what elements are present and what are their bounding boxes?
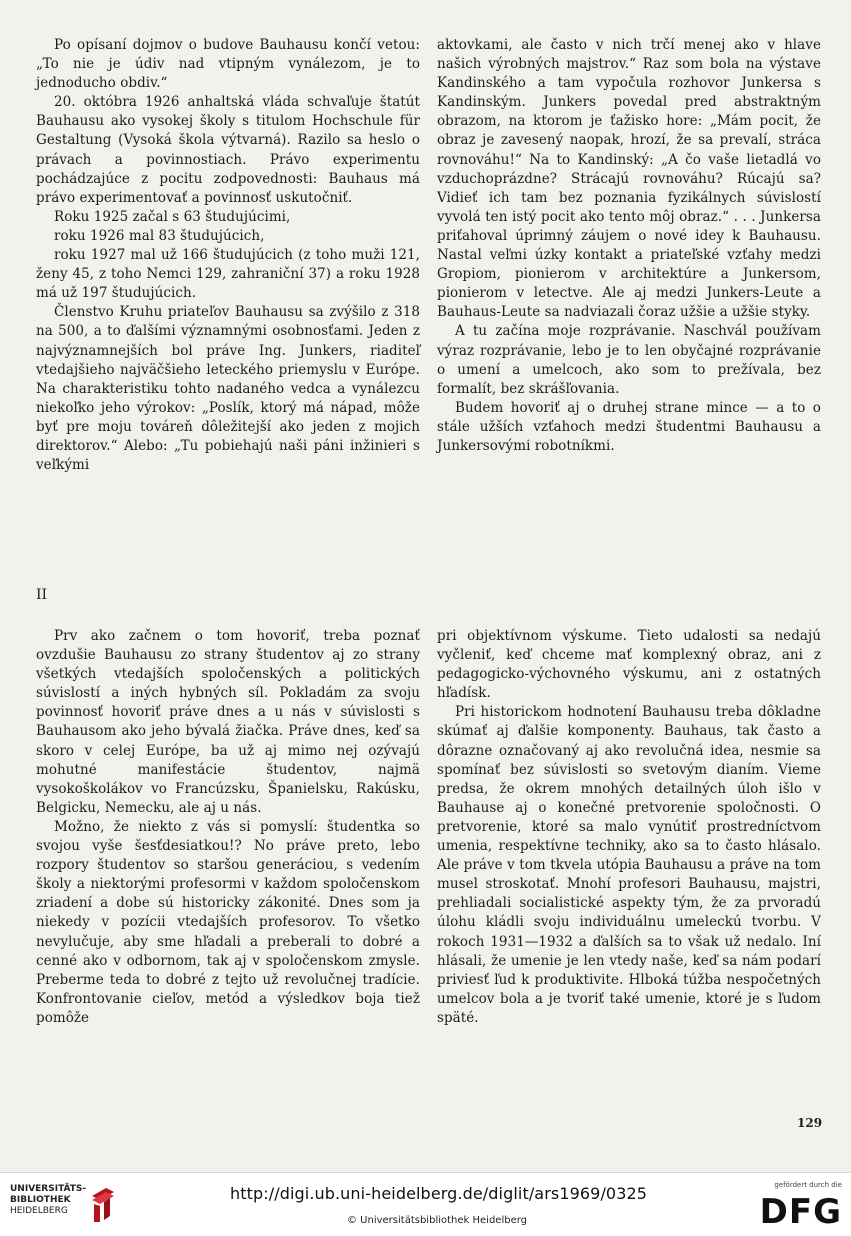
paragraph: Roku 1925 začal s 63 študujúcimi, xyxy=(54,208,291,225)
library-name: UNIVERSITÄTS- BIBLIOTHEK HEIDELBERG xyxy=(10,1184,87,1216)
viewer-footer xyxy=(0,1172,851,1236)
dfg-logo-text: DFG xyxy=(759,1192,842,1232)
library-logo[interactable] xyxy=(10,1184,122,1228)
section-numeral: II xyxy=(36,587,48,603)
paragraph: roku 1926 mal 83 študujúcich, xyxy=(54,227,265,244)
column-bottom-right xyxy=(437,627,821,1028)
column-top-left xyxy=(36,36,420,475)
copyright-notice: © Universitätsbibliothek Heidelberg xyxy=(347,1215,528,1226)
paragraph: Prv ako začnem o tom hovoriť, treba poznať ovzdušie Bauhausu zo strany študentov aj zo strany všetkých vtedajších spoločenských a politických súvislostí a iných hybných síl. Pokladám za svoju povinnosť hovoriť práve dnes a u nás v súvislosti s Bauhausom ako jeho bývalá žiačka. Práve dnes, keď sa skoro v celej Európe, ba už aj mimo nej ozývajú mohutné manifestácie študentov, najmä vysokoškolákov vo Francúzsku, Španielsku, Rakúsku, Belgicku, Nemecku, ale aj u nás. xyxy=(36,628,420,816)
paragraph: aktovkami, ale často v nich trčí menej ako v hlave našich výrobných majstrov.“ Raz som bola na výstave Kandinského a tam vypočula rozhovor Junkersa s Kandinským. Junkers povedal pred abstraktným obrazom, na ktorom je ťažisko hore: „Mám pocit, že obraz je zavesený naopak, hrozí, že sa prevalí, stráca rovnováhu!“ Na to Kandinský: „A čo vaše lietadlá vo vzduchoprázdne? Strácajú rovnováhu? Rúcajú sa? Vidieť ich tam bez poznania fyzikálnych súvislostí vyvolá ten istý pocit ako tento môj obraz.“ . . . Junkersa priťahoval úprimný záujem o nové idey k Bauhausu. Nastal veľmi úzky kontakt a priateľské vzťahy medzi Gropiom, pionierom v architektúre a Junkersom, pionierom v letectve. Ale aj medzi Junkers-Leute a Bauhaus-Leute sa nadviazali čoraz užšie a užšie styky. xyxy=(437,37,821,321)
library-emblem-icon xyxy=(88,1186,118,1224)
column-bottom-left xyxy=(36,627,420,1028)
paragraph: Možno, že niekto z vás si pomyslí: študentka so svojou vyše šesťdesiatkou!? No práve preto, lebo rozpory študentov so staršou generáciou, s vedením školy a niektorými profesormi v každom spoločenskom zriadení a dobe sú historicky zákonité. Dnes som ja niekedy v pozícii vtedajších profesorov. To všetko nevylučuje, aby sme hľadali a preberali to dobré a cenné ako v odbornom, tak aj v spoločenskom zmysle. Preberme teda to dobré z tejto už revolučnej tradície. Konfrontovanie cieľov, metód a výsledkov boja tiež pomôže xyxy=(36,818,420,1026)
funder-logo[interactable] xyxy=(752,1181,842,1231)
paragraph: 20. októbra 1926 anhaltská vláda schvaľuje štatút Bauhausu ako vysokej školy s titulom Hochschule für Gestaltung (Vysoká škola výtvarná). Razilo sa heslo o právach a povinnostiach. Právo experimentu pochádzajúce z pocitu zodpovednosti: Bauhaus má právo experimentovať a povinnosť uskutočniť. xyxy=(36,94,420,206)
paragraph: pri objektívnom výskume. Tieto udalosti sa nedajú vyčleniť, keď chceme mať komplexný obraz, ani z pedagogicko-výchovného výskumu, ani z ostatných hľadísk. xyxy=(437,628,821,702)
page-number: 129 xyxy=(797,1116,823,1130)
paragraph: roku 1927 mal už 166 študujúcich (z toho muži 121, ženy 45, z toho Nemci 129, zahraniční 37) a roku 1928 má už 197 študujúcich. xyxy=(36,247,420,302)
paragraph: Po opísaní dojmov o budove Bauhausu končí vetou: „To nie je údiv nad vtipným vynálezom, je to jednoducho obdiv.“ xyxy=(36,37,420,92)
permalink-url[interactable]: http://digi.ub.uni-heidelberg.de/diglit/ars1969/0325 xyxy=(230,1184,648,1203)
paragraph: Členstvo Kruhu priateľov Bauhausu sa zvýšilo z 318 na 500, a to ďalšími významnými osobnosťami. Jeden z najvýznamnejších bol práve Ing. Junkers, riaditeľ vtedajšieho najväčšieho leteckého priemyslu v Európe. Na charakteristiku tohto nadaného vedca a vynálezcu niekoľko jeho výrokov: „Poslík, ktorý má nápad, môže byť pre moju továreň dôležitejší ako jeden z mojich direktorov.“ Alebo: „Tu pobiehajú naši páni inžinieri s veľkými xyxy=(36,304,420,474)
paragraph: Budem hovoriť aj o druhej strane mince — a to o stále užších vzťahoch medzi študentmi Bauhausu a Junkersovými robotníkmi. xyxy=(437,399,821,454)
column-top-right xyxy=(437,36,821,456)
paragraph: A tu začína moje rozprávanie. Naschvál používam výraz rozprávanie, lebo je to len obyčajné rozprávanie o umení a umelcoch, ako som to prežívala, bez formalít, bez skrášľovania. xyxy=(437,323,821,397)
paragraph: Pri historickom hodnotení Bauhausu treba dôkladne skúmať aj ďalšie komponenty. Bauhaus, tak často a dôrazne označovaný aj ako revolučná idea, nesmie sa spomínať bez súvislosti so svetovým dianím. Vieme predsa, že okrem mnohých detailných úloh išlo v Bauhause aj o konečné pretvorenie spoločnosti. O pretvorenie, ktoré sa malo vynútiť prostredníctvom umenia, respektívne techniky, ako sa to často hlásalo. Ale práve v tom tkvela utópia Bauhausu a práve na tom musel stroskotať. Mnohí profesori Bauhausu, majstri, prehliadali socialistické aspekty tým, že za prvoradú úlohu kládli svoju individuálnu umeleckú tvorbu. V rokoch 1931—1932 a ďalších sa to však už nedalo. Iní hlásali, že umenie je len vtedy naše, keď sa nám podarí priviesť ľud k produktivite. Hlboká túžba nespočetných umelcov bola a je tvoriť také umenie, ktoré je s ľudom späté. xyxy=(437,704,821,1026)
funder-note: gefördert durch die xyxy=(774,1181,842,1189)
